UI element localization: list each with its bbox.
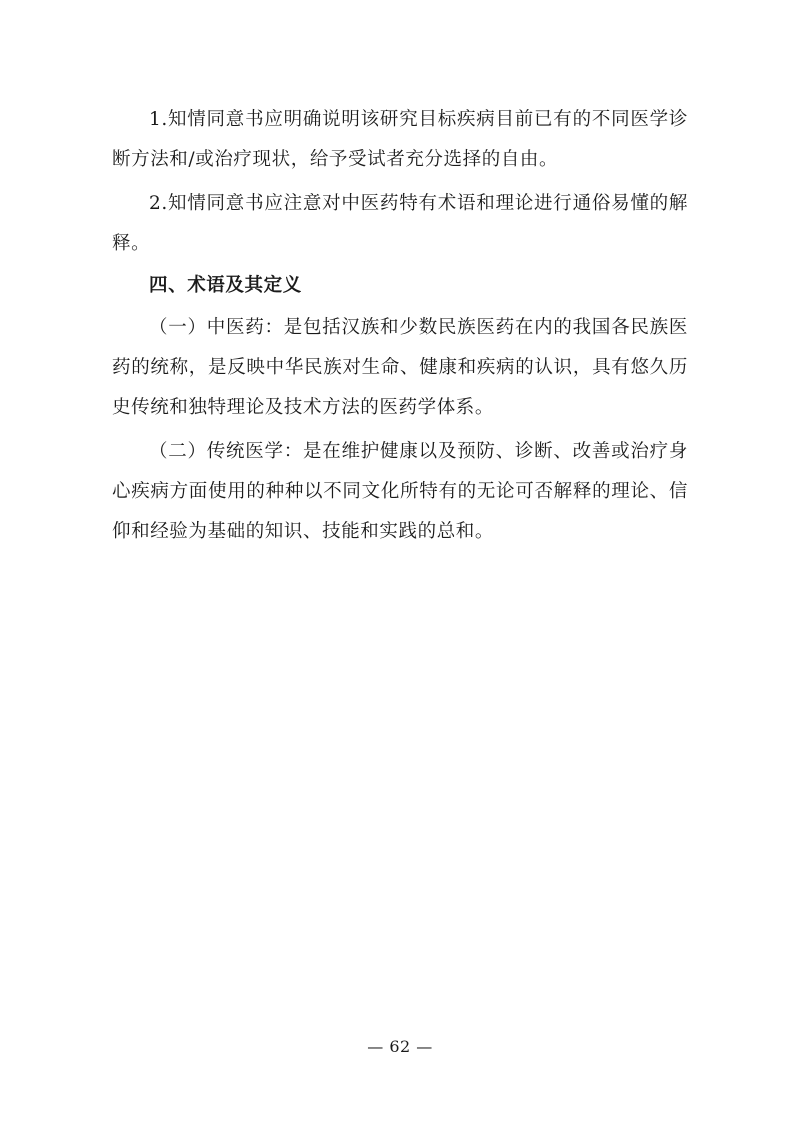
page-number: — 62 — bbox=[367, 1037, 433, 1056]
section-heading-terms-definitions: 四、术语及其定义 bbox=[149, 275, 302, 296]
paragraph-informed-consent-diagnosis: 1.知情同意书应明确说明该研究目标疾病目前已有的不同医学诊断方法和/或治疗现状，给予受试者充分选择的自由。 bbox=[112, 109, 688, 170]
paragraph-informed-consent-terminology: 2.知情同意书应注意对中医药特有术语和理论进行通俗易懂的解释。 bbox=[112, 193, 688, 254]
paragraph-definition-traditional-medicine: （二）传统医学：是在维护健康以及预防、诊断、改善或治疗身心疾病方面使用的种种以不同文化所特有的无论可否解释的理论、信仰和经验为基础的知识、技能和实践的总和。 bbox=[112, 441, 688, 542]
paragraph-definition-tcm: （一）中医药：是包括汉族和少数民族医药在内的我国各民族医药的统称，是反映中华民族对生命、健康和疾病的认识，具有悠久历史传统和独特理论及技术方法的医药学体系。 bbox=[112, 317, 688, 418]
